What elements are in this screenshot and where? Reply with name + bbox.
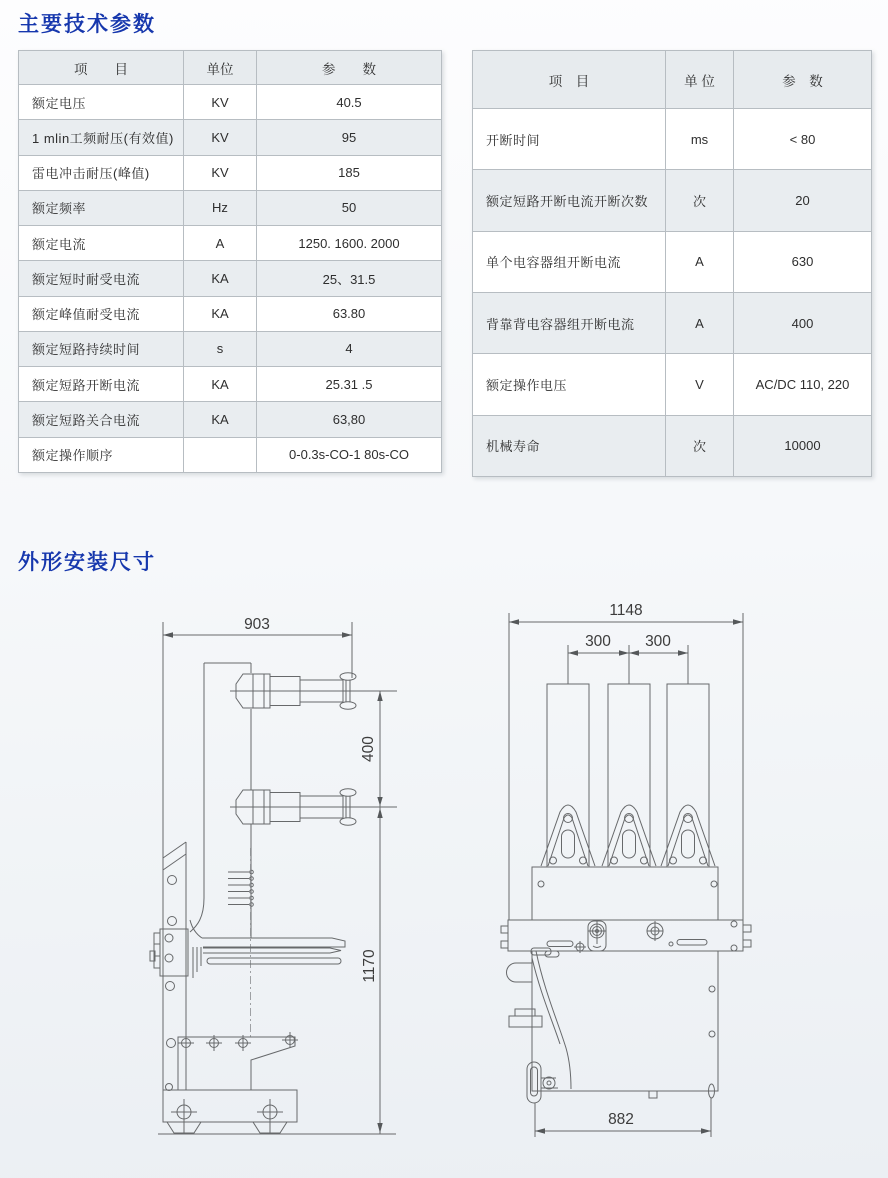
table-row [19, 261, 442, 296]
unit-cell: A [666, 292, 734, 353]
unit-cell: s [184, 331, 257, 366]
section-title-outline-dimensions: 外形安装尺寸 [18, 551, 156, 574]
table-row [19, 120, 442, 155]
table-row [19, 367, 442, 402]
param-name-cell: 额定短路开断电流 [19, 367, 184, 402]
value-cell: 185 [257, 155, 442, 190]
col-header-item: 项 目 [473, 51, 666, 109]
param-name-cell: 开断时间 [473, 109, 666, 170]
table-row [473, 231, 872, 292]
unit-cell: V [666, 354, 734, 415]
unit-cell: KA [184, 367, 257, 402]
value-cell: 63.80 [257, 296, 442, 331]
table-row [19, 437, 442, 472]
front-width-dim-label: 1148 [609, 602, 643, 619]
table-row [19, 296, 442, 331]
table-header-row [19, 51, 442, 85]
side-contact-spacing-dim-label: 400 [360, 736, 377, 762]
param-name-cell: 额定短路持续时间 [19, 331, 184, 366]
unit-cell: KA [184, 402, 257, 437]
unit-cell: KA [184, 261, 257, 296]
param-name-cell: 额定峰值耐受电流 [19, 296, 184, 331]
unit-cell: KV [184, 155, 257, 190]
value-cell: 95 [257, 120, 442, 155]
value-cell: 25、31.5 [257, 261, 442, 296]
outline-dimension-drawings [0, 595, 888, 1178]
unit-cell: 次 [666, 170, 734, 231]
table-row [19, 190, 442, 225]
unit-cell: KV [184, 120, 257, 155]
col-header-unit: 单 位 [666, 51, 734, 109]
param-name-cell: 额定频率 [19, 190, 184, 225]
section-title-parameters: 主要技术参数 [18, 13, 156, 36]
param-name-cell: 1 mlin工频耐压(有效值) [19, 120, 184, 155]
unit-cell: KV [184, 85, 257, 120]
left-parameters-table [18, 50, 442, 473]
value-cell: 10000 [734, 415, 872, 476]
table-row [19, 85, 442, 120]
col-header-value: 参 数 [257, 51, 442, 85]
table-row [19, 331, 442, 366]
param-name-cell: 额定短路开断电流开断次数 [473, 170, 666, 231]
param-name-cell: 额定电压 [19, 85, 184, 120]
front-base-width-dim-label: 882 [608, 1111, 634, 1128]
value-cell: 63,80 [257, 402, 442, 437]
side-height-dim-label: 1170 [361, 949, 378, 983]
table-row [473, 109, 872, 170]
param-name-cell: 额定短时耐受电流 [19, 261, 184, 296]
param-name-cell: 额定短路关合电流 [19, 402, 184, 437]
front-view-drawing [501, 602, 751, 1137]
param-name-cell: 雷电冲击耐压(峰值) [19, 155, 184, 190]
value-cell: < 80 [734, 109, 872, 170]
unit-cell: Hz [184, 190, 257, 225]
value-cell: 1250. 1600. 2000 [257, 226, 442, 261]
unit-cell: ms [666, 109, 734, 170]
front-phase-spacing-dim-label-2: 300 [645, 633, 671, 650]
table-row [473, 354, 872, 415]
value-cell: 50 [257, 190, 442, 225]
table-row [19, 402, 442, 437]
value-cell: 4 [257, 331, 442, 366]
table-row [19, 155, 442, 190]
value-cell: AC/DC 110, 220 [734, 354, 872, 415]
unit-cell: KA [184, 296, 257, 331]
param-name-cell: 机械寿命 [473, 415, 666, 476]
table-row [19, 226, 442, 261]
side-width-dim-label: 903 [244, 616, 270, 633]
param-name-cell: 额定电流 [19, 226, 184, 261]
col-header-item: 项 目 [19, 51, 184, 85]
value-cell: 25.31 .5 [257, 367, 442, 402]
param-name-cell: 额定操作电压 [473, 354, 666, 415]
param-name-cell: 额定操作顺序 [19, 437, 184, 472]
value-cell: 400 [734, 292, 872, 353]
col-header-unit: 单位 [184, 51, 257, 85]
right-parameters-table [472, 50, 872, 477]
unit-cell: 次 [666, 415, 734, 476]
front-phase-spacing-dim-label-1: 300 [585, 633, 611, 650]
param-name-cell: 单个电容器组开断电流 [473, 231, 666, 292]
unit-cell: A [666, 231, 734, 292]
value-cell: 40.5 [257, 85, 442, 120]
value-cell: 0-0.3s-CO-1 80s-CO [257, 437, 442, 472]
value-cell: 20 [734, 170, 872, 231]
side-view-drawing [150, 616, 397, 1134]
table-header-row [473, 51, 872, 109]
table-row [473, 292, 872, 353]
unit-cell [184, 437, 257, 472]
param-name-cell: 背靠背电容器组开断电流 [473, 292, 666, 353]
table-row [473, 170, 872, 231]
table-row [473, 415, 872, 476]
col-header-value: 参 数 [734, 51, 872, 109]
value-cell: 630 [734, 231, 872, 292]
unit-cell: A [184, 226, 257, 261]
